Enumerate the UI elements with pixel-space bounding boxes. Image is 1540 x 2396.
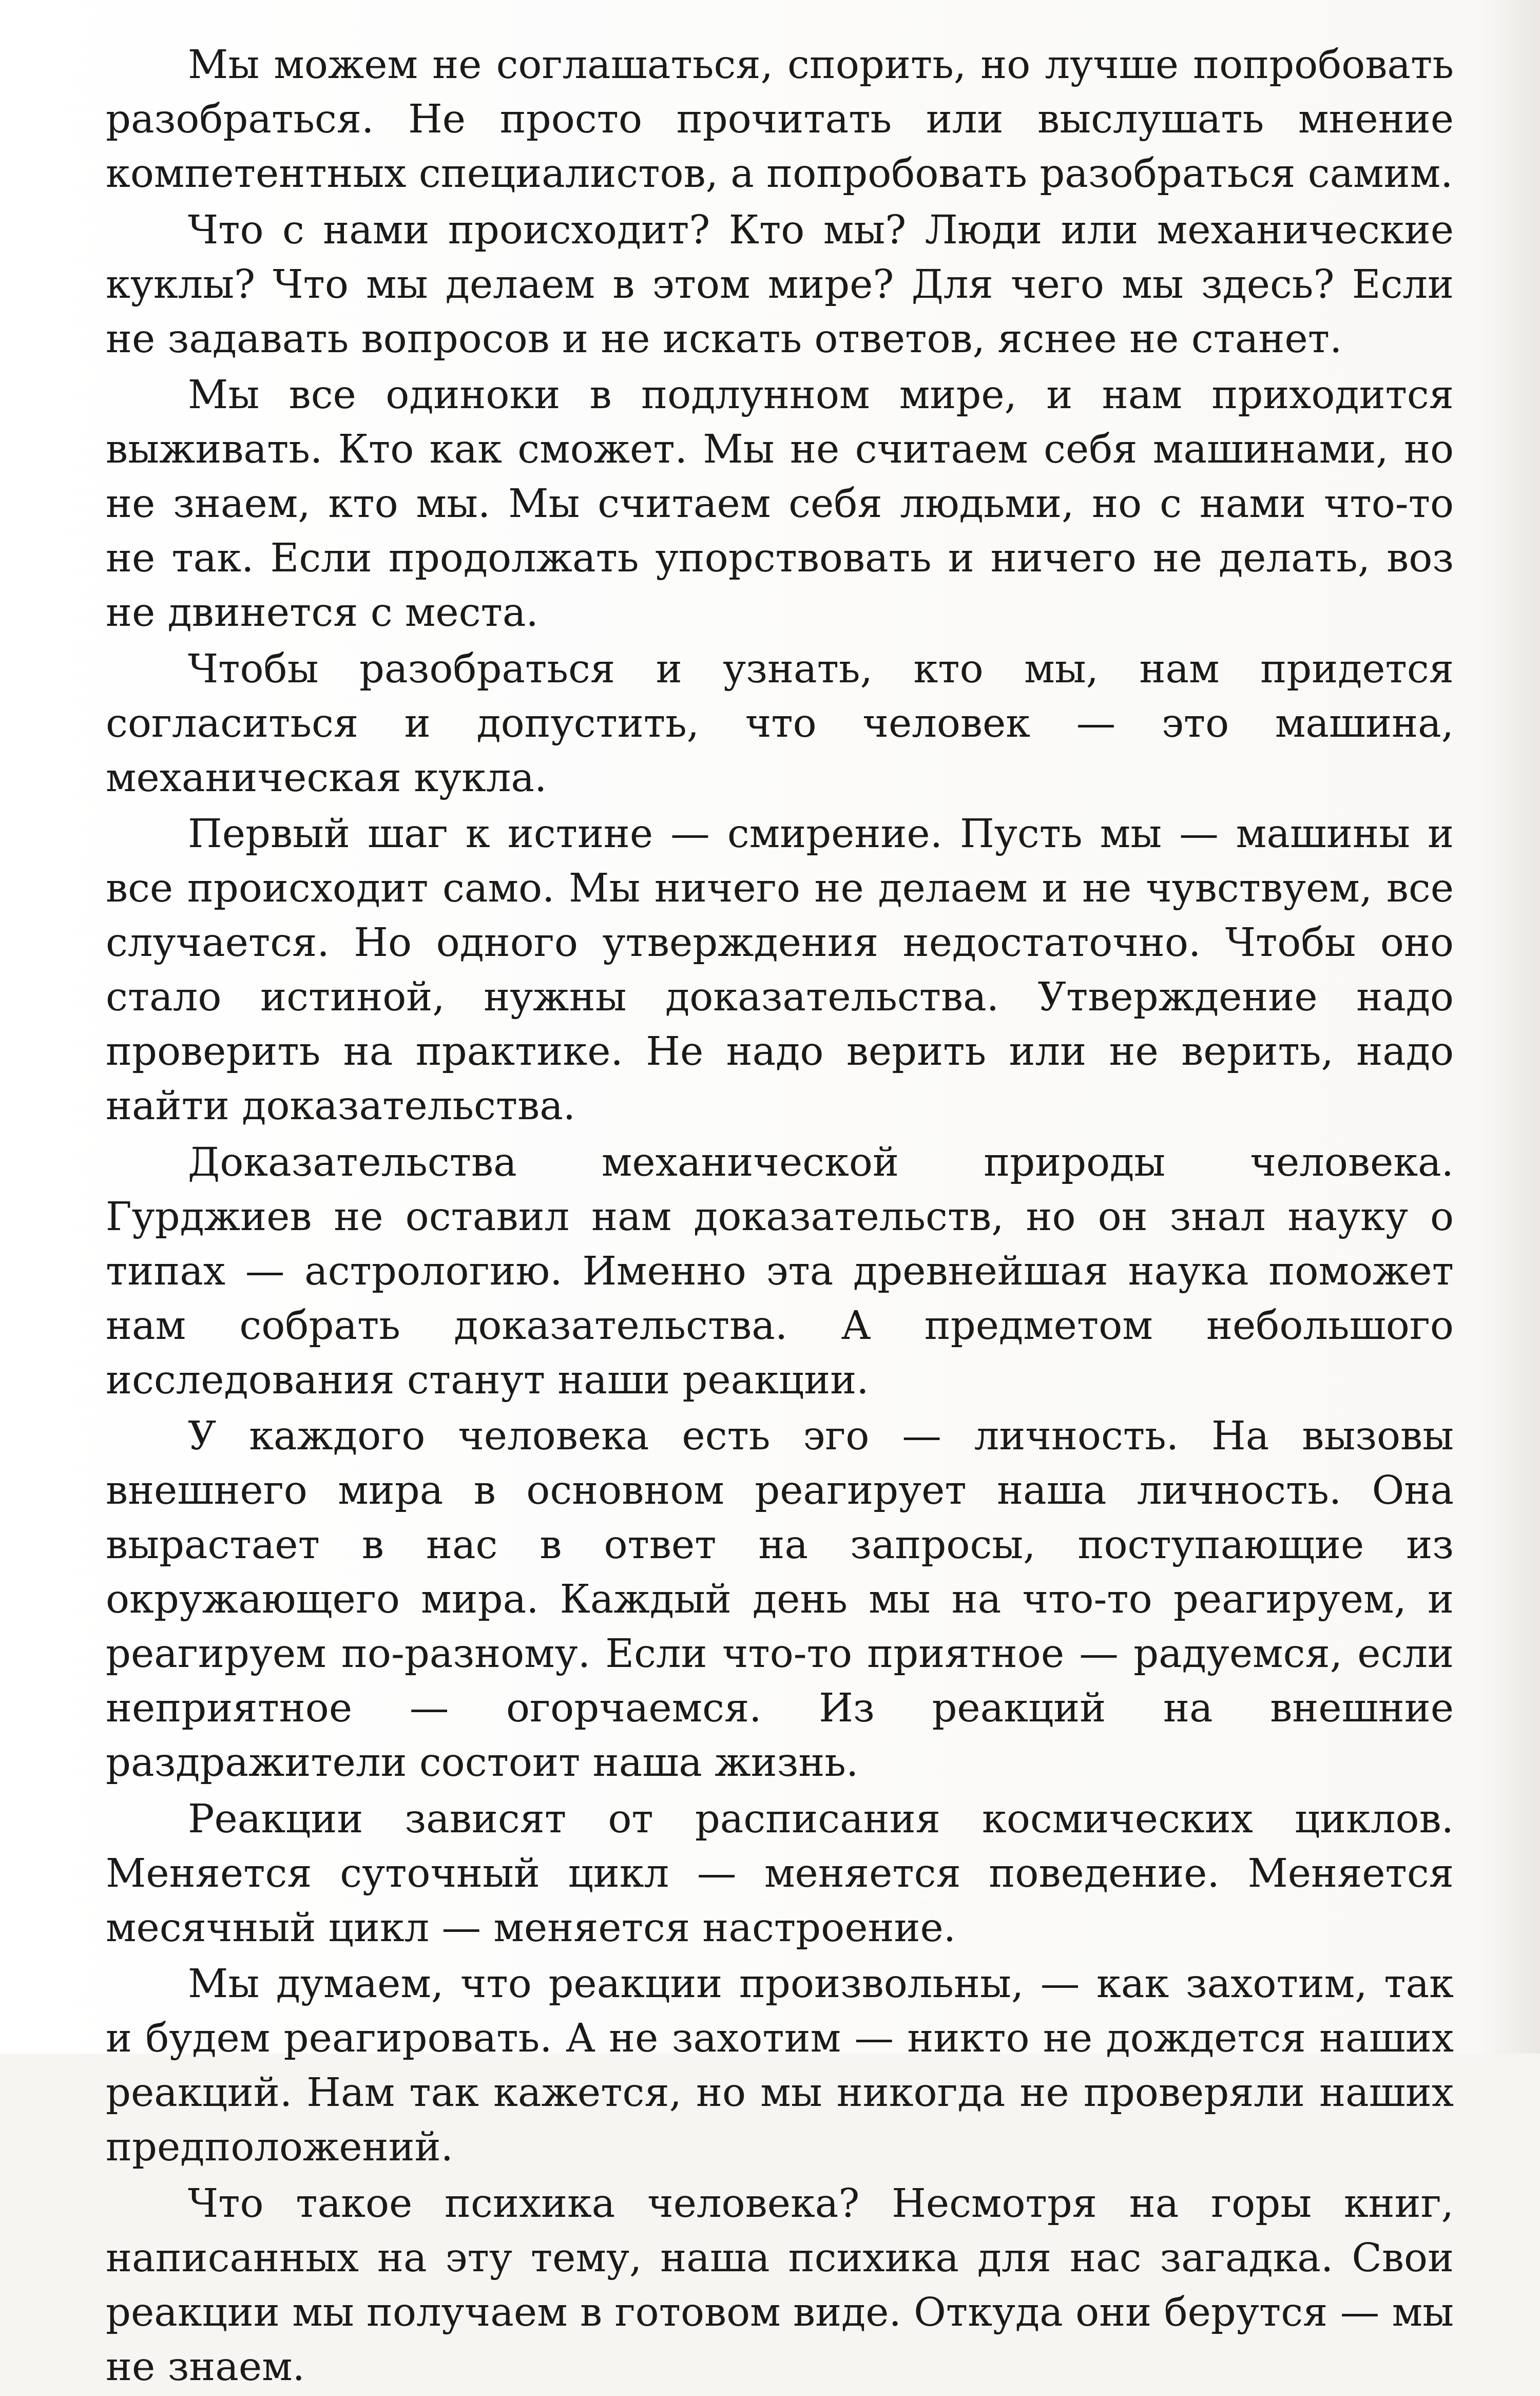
paragraph-7: У каждого человека есть эго — личность. На вызовы внешнего мира в основном реагирует наша личность. Она вырастает в нас в ответ на запросы, поступающие из окружающего мира. Каждый день мы на что-то реагируем, и реагируем по-разному. Если что-то приятное — радуемся, если неприятное — огорчаемся. Из реакций на внешние раздражители состоит наша жизнь. xyxy=(106,1413,1454,1786)
page-text xyxy=(106,38,1454,2396)
paragraph-3: Мы все одиноки в подлунном мире, и нам приходится выживать. Кто как сможет. Мы не считаем себя машинами, но не знаем, кто мы. Мы считаем себя людьми, но с нами что-то не так. Если продолжать упорствовать и ничего не делать, воз не двинется с места. xyxy=(106,372,1454,636)
paragraph-9: Мы думаем, что реакции произвольны, — как захотим, так и будем реагировать. А не захотим — никто не дождется наших реакций. Нам так кажется, но мы никогда не проверяли наших предположений. xyxy=(106,1961,1454,2170)
paragraph-6: Доказательства механической природы человека. Гурджиев не оставил нам доказательств, но он знал науку о типах — астрологию. Именно эта древнейшая наука поможет нам собрать доказательства. А предметом небольшого исследования станут наши реакции. xyxy=(106,1139,1454,1403)
paragraph-10: Что такое психика человека? Несмотря на горы книг, написанных на эту тему, наша психика для нас загадка. Свои реакции мы получаем в готовом виде. Откуда они берутся — мы не знаем. xyxy=(106,2180,1454,2390)
paragraph-5: Первый шаг к истине — смирение. Пусть мы — машины и все происходит само. Мы ничего не делаем и не чувствуем, все случается. Но одного утверждения недостаточно. Чтобы оно стало истиной, нужны доказательства. Утверждение надо проверить на практике. Не надо верить или не верить, надо найти доказательства. xyxy=(106,811,1454,1129)
paragraph-2: Что с нами происходит? Кто мы? Люди или механические куклы? Что мы делаем в этом мире? Для чего мы здесь? Если не задавать вопросов и не искать ответов, яснее не станет. xyxy=(106,207,1454,362)
paragraph-1: Мы можем не соглашаться, спорить, но лучше попробовать разобраться. Не просто прочитать или выслушать мнение компетентных специалистов, а попробовать разобраться самим. xyxy=(106,42,1454,197)
paragraph-4: Чтобы разобраться и узнать, кто мы, нам придется согласиться и допустить, что человек — это машина, механическая кукла. xyxy=(106,646,1454,801)
paragraph-8: Реакции зависят от расписания космических циклов. Меняется суточный цикл — меняется поведение. Меняется месячный цикл — меняется настроение. xyxy=(106,1796,1454,1951)
